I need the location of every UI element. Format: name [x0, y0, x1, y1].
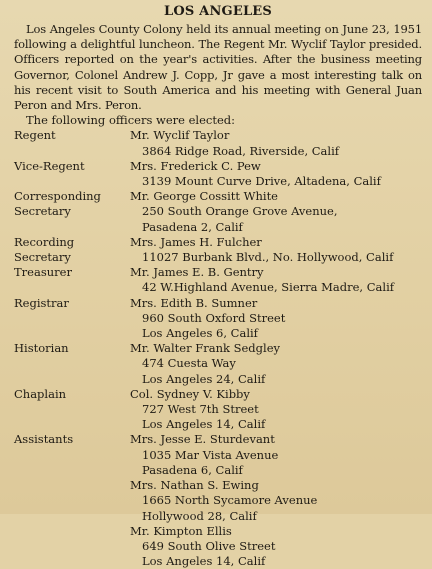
officer-detail — [130, 265, 422, 295]
officer-detail — [130, 128, 422, 158]
officers-list — [14, 128, 422, 569]
officer-address-line: 649 South Olive Street — [142, 538, 276, 553]
officer-role: Registrar — [14, 295, 69, 310]
officer-address-line: 250 South Orange Grove Avenue, — [142, 204, 338, 219]
officer-detail — [130, 235, 422, 265]
officer-name: Mrs. Nathan S. Ewing — [130, 478, 259, 493]
officer-address-line: Hollywood 28, Calif — [142, 508, 257, 523]
officer-address-line: Pasadena 6, Calif — [142, 462, 243, 477]
officer-detail — [130, 341, 422, 387]
officer-row — [14, 478, 422, 524]
officer-detail — [130, 432, 422, 478]
officer-address-line: 1035 Mar Vista Avenue — [142, 447, 279, 462]
officer-address-line: 960 South Oxford Street — [142, 310, 286, 325]
officer-role: Treasurer — [14, 265, 72, 280]
officer-role: Recording Secretary — [14, 234, 75, 265]
officer-row — [14, 296, 422, 342]
officer-detail — [130, 387, 422, 433]
officer-name: Mr. Wyclif Taylor — [130, 128, 230, 143]
section-heading: LOS ANGELES — [164, 4, 272, 19]
officer-row — [14, 387, 422, 433]
officer-row — [14, 235, 422, 265]
officer-address-line: 3139 Mount Curve Drive, Altadena, Calif — [142, 174, 381, 189]
officer-row — [14, 341, 422, 387]
officer-name: Mrs. James H. Fulcher — [130, 234, 262, 249]
officer-address-line: 3864 Ridge Road, Riverside, Calif — [142, 143, 340, 158]
officer-name: Mr. James E. B. Gentry — [130, 265, 264, 280]
officer-row — [14, 128, 422, 158]
officer-row — [14, 189, 422, 235]
officer-role: Vice-Regent — [14, 158, 85, 173]
officer-name: Col. Sydney V. Kibby — [130, 386, 250, 401]
officer-role: Assistants — [14, 432, 74, 447]
officer-address-line: 11027 Burbank Blvd., No. Hollywood, Calif — [142, 250, 394, 265]
officer-role — [14, 524, 130, 569]
officer-address-line: 42 W.Highland Avenue, Sierra Madre, Calif — [142, 280, 395, 295]
officer-address-line: Pasadena 2, Calif — [142, 219, 243, 234]
officer-detail — [130, 159, 422, 189]
officer-row — [14, 432, 422, 478]
officer-row — [14, 159, 422, 189]
officer-role: Corresponding Secretary — [14, 189, 101, 219]
officer-address-line: 727 West 7th Street — [142, 402, 259, 417]
officer-detail — [130, 296, 422, 342]
officer-detail — [130, 189, 422, 235]
officer-detail — [130, 478, 422, 524]
officer-address-line: Los Angeles 6, Calif — [142, 326, 258, 341]
officer-row — [14, 265, 422, 295]
officer-address-line: Los Angeles 24, Calif — [142, 371, 266, 386]
officer-name: Mrs. Jesse E. Sturdevant — [130, 432, 275, 447]
officer-role: Chaplain — [14, 386, 67, 401]
officer-address-line: Los Angeles 14, Calif — [142, 417, 266, 432]
officer-name: Mr. George Cossitt White — [130, 189, 278, 204]
officer-name: Mrs. Frederick C. Pew — [130, 158, 261, 173]
officers-intro: The following officers were elected: — [26, 113, 236, 128]
meeting-paragraph: Los Angeles County Colony held its annual meeting on June 23, 1951 following a delightful luncheon. The Regent Mr. Wyclif Taylor presided. Officers reported on the year's activities. After the business meeting Governor, Colonel Andrew J. Copp, Jr gave a most interesting talk on his recent visit to South America and his meeting with General Juan Peron and Mrs. Peron. — [14, 22, 422, 113]
officer-address-line: Los Angeles 14, Calif — [142, 554, 266, 569]
officer-role: Regent — [14, 128, 56, 143]
officer-role: Historian — [14, 341, 69, 356]
officer-name: Mr. Kimpton Ellis — [130, 523, 232, 538]
officer-address-line: 1665 North Sycamore Avenue — [142, 493, 318, 508]
officer-detail — [130, 524, 422, 569]
officer-address-line: 474 Cuesta Way — [142, 356, 236, 371]
officer-name: Mrs. Edith B. Sumner — [130, 295, 258, 310]
officer-name: Mr. Walter Frank Sedgley — [130, 341, 281, 356]
officer-row — [14, 524, 422, 569]
officer-role — [14, 478, 130, 524]
